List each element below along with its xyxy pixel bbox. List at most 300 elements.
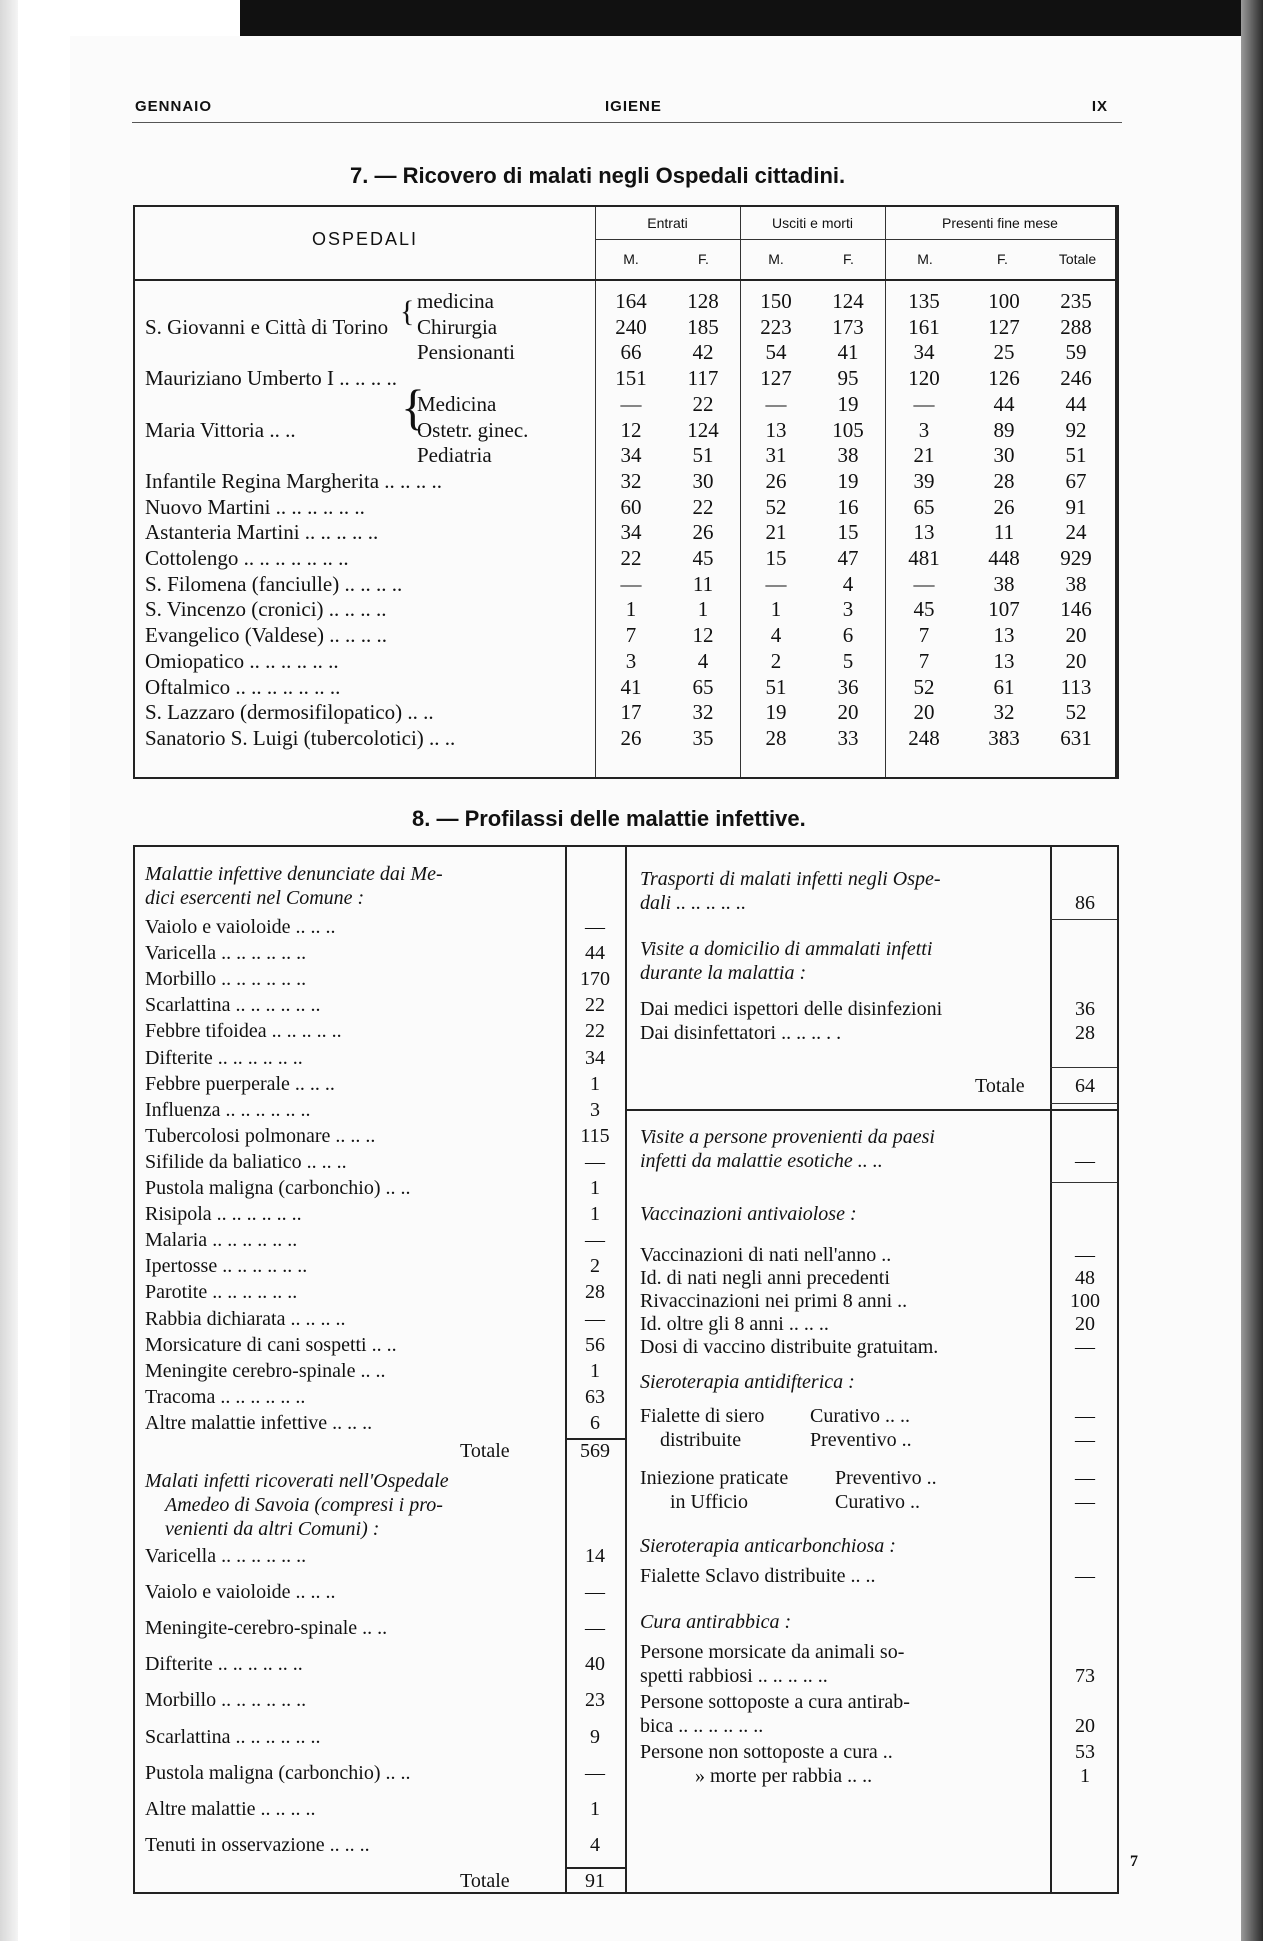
cell-usciti-m: 31 bbox=[765, 443, 787, 468]
cell-entrati-m: 22 bbox=[620, 546, 642, 570]
col-presenti-totale: Totale bbox=[1058, 251, 1097, 267]
rabb-head: Cura antirabbica : bbox=[640, 1611, 792, 1633]
hospitalized-value: 40 bbox=[585, 1653, 605, 1676]
table7: OSPEDALI Entrati Usciti e morti Presenti fine mese M. F. M. F. M. F. Totale { { medicina 164 128 150 124 135 100 235 S. Giovanni e Città di Torino Chirurgia 240 185 223 173 161 127 288 Pensionanti 66 42 54 41 34 25 59 Mauriziano Umberto I .. .. .. .. 151 117 127 95 120 126 246 Medicina — 22 — 19 — 44 44 Maria Vittoria .. .. Ostetr. ginec. 12 124 13 105 3 89 92 Pediatria 34 51 31 38 21 30 51 Infantile Regina Margherita .. .. .. .. 32 30 26 19 39 28 67 Nuovo Martini .. .. .. .. .. .. 60 22 52 16 65 26 91 Astanteria Martini .. .. .. .. .. 34 26 21 15 13 11 24 Cottolengo .. .. .. .. .. .. .. 22 45 15 47 481 448 929 S. Filomena (fanciulle) .. .. .. .. — 11 — 4 — 38 38 S. Vincenzo (cronici) .. .. .. .. 1 1 1 3 45 107 146 Evangelico (Valdese) .. .. .. .. 7 12 4 6 7 13 20 Omiopatico .. .. .. .. .. .. 3 4 2 5 7 13 20 Oftalmico .. .. .. .. .. .. .. 41 65 51 36 52 61 113 S. Lazzaro (dermosifilopatico) .. .. 17 32 19 20 20 32 52 Sanatorio S. Luigi (tubercolotici) .. .. 26 35 28 33 248 383 631 bbox=[133, 205, 1119, 779]
cell-presenti-f: 13 bbox=[993, 623, 1015, 648]
cell-entrati-m: 26 bbox=[620, 725, 642, 750]
cell-entrati-f: 117 bbox=[687, 366, 719, 391]
cell-entrati-m: 32 bbox=[620, 468, 642, 493]
vaccination-label: Id. di nati negli anni precedenti bbox=[640, 1267, 890, 1289]
disease-value: 22 bbox=[585, 994, 605, 1017]
cell-presenti-totale: 929 bbox=[1060, 546, 1092, 570]
table7-title: 7. — Ricovero di malati negli Ospedali cittadini. bbox=[350, 163, 846, 188]
hospitalized-value: 14 bbox=[585, 1545, 605, 1567]
left-head5: venienti da altri Comuni) : bbox=[165, 1518, 380, 1540]
cell-entrati-m: 60 bbox=[620, 494, 642, 519]
hospital-name: Evangelico (Valdese) .. .. .. .. bbox=[145, 623, 388, 648]
hospital-ward: medicina bbox=[417, 289, 494, 313]
cell-entrati-f: 12 bbox=[692, 623, 714, 648]
cell-usciti-m: 4 bbox=[770, 623, 782, 648]
cell-usciti-m: 21 bbox=[765, 520, 787, 545]
disease-label: Parotite .. .. .. .. .. .. bbox=[145, 1281, 298, 1304]
cell-entrati-f: 65 bbox=[692, 674, 714, 699]
cell-presenti-f: 89 bbox=[993, 417, 1015, 442]
cell-usciti-m: 54 bbox=[765, 340, 787, 365]
visite-1: Visite a domicilio di ammalati infetti bbox=[640, 938, 933, 960]
vaccination-label: Vaccinazioni di nati nell'anno .. bbox=[640, 1244, 892, 1266]
cell-usciti-f: 95 bbox=[837, 366, 859, 391]
disease-label: Tracoma .. .. .. .. .. .. bbox=[145, 1385, 306, 1408]
cell-usciti-f: 41 bbox=[837, 340, 859, 365]
hospitalized-value: 4 bbox=[590, 1833, 600, 1856]
cell-usciti-f: 36 bbox=[837, 674, 859, 699]
disease-label: Influenza .. .. .. .. .. .. bbox=[145, 1098, 311, 1121]
cell-entrati-f: 11 bbox=[692, 571, 714, 596]
non-sottoposte-val: 53 bbox=[1075, 1741, 1095, 1763]
hospitalized-label: Pustola maligna (carbonchio) .. .. bbox=[145, 1761, 411, 1784]
disease-value: 170 bbox=[580, 968, 610, 991]
vaccination-value: — bbox=[1075, 1336, 1095, 1358]
col-usciti-m: M. bbox=[768, 251, 784, 267]
hospitalized-label: Varicella .. .. .. .. .. .. bbox=[145, 1545, 307, 1567]
disease-label: Morsicature di cani sospetti .. .. bbox=[145, 1333, 397, 1356]
cell-presenti-m: 120 bbox=[908, 366, 940, 391]
cell-usciti-m: 51 bbox=[765, 674, 787, 699]
disease-value: 115 bbox=[580, 1124, 610, 1147]
cell-presenti-m: 135 bbox=[908, 289, 940, 313]
disease-value: 34 bbox=[585, 1046, 605, 1069]
cell-entrati-m: 66 bbox=[620, 340, 642, 365]
hospital-name: Nuovo Martini .. .. .. .. .. .. bbox=[145, 494, 365, 519]
trasporti-1: Trasporti di malati infetti negli Ospe- bbox=[640, 868, 941, 890]
cell-entrati-f: 35 bbox=[692, 725, 714, 750]
page-number: 7 bbox=[1130, 1853, 1138, 1870]
cell-usciti-f: 16 bbox=[837, 494, 859, 519]
cell-usciti-m: 2 bbox=[770, 648, 782, 673]
cell-presenti-m: 7 bbox=[918, 623, 930, 648]
hospitalized-value: 9 bbox=[590, 1725, 600, 1748]
persone-val: — bbox=[1075, 1150, 1095, 1172]
table7-row bbox=[135, 443, 1117, 468]
col-entrati-f: F. bbox=[698, 251, 709, 267]
hospital-name: Maria Vittoria .. .. bbox=[145, 417, 296, 442]
cell-usciti-m: 26 bbox=[765, 468, 787, 493]
disease-label: Morbillo .. .. .. .. .. .. bbox=[145, 968, 307, 991]
cell-usciti-m: — bbox=[765, 391, 787, 416]
disease-label: Meningite cerebro-spinale .. .. bbox=[145, 1359, 386, 1382]
hospital-ward: Medicina bbox=[417, 391, 497, 416]
iniez-preventivo-val: — bbox=[1075, 1467, 1095, 1489]
col-usciti-f: F. bbox=[843, 251, 854, 267]
cell-usciti-f: 20 bbox=[837, 700, 859, 725]
hospital-name: Astanteria Martini .. .. .. .. .. bbox=[145, 520, 379, 545]
disease-value: 1 bbox=[590, 1177, 600, 1199]
table7-row bbox=[135, 315, 1117, 340]
cell-presenti-totale: 235 bbox=[1060, 289, 1092, 313]
scan-edge-right bbox=[1241, 0, 1263, 1941]
cell-presenti-f: 25 bbox=[993, 340, 1015, 365]
hospitalized-label: Tenuti in osservazione .. .. .. bbox=[145, 1833, 370, 1856]
table7-row bbox=[135, 649, 1117, 674]
siero-curativo-val: — bbox=[1075, 1405, 1095, 1427]
left-total: 569 bbox=[580, 1440, 610, 1462]
left-head2: dici esercenti nel Comune : bbox=[145, 887, 365, 909]
morte-rabbia: » morte per rabbia .. .. bbox=[695, 1765, 873, 1787]
fialette-1: Fialette di siero bbox=[640, 1405, 765, 1427]
persone-1: Visite a persone provenienti da paesi bbox=[640, 1126, 935, 1148]
disease-value: 63 bbox=[585, 1385, 605, 1408]
morsicate-1: Persone morsicate da animali so- bbox=[640, 1641, 905, 1663]
table7-row bbox=[135, 623, 1117, 648]
cell-presenti-m: 20 bbox=[913, 700, 935, 725]
cell-usciti-m: 223 bbox=[760, 314, 792, 339]
cell-presenti-totale: 146 bbox=[1060, 597, 1092, 622]
cell-presenti-f: 28 bbox=[993, 468, 1015, 493]
vaccination-value: 100 bbox=[1070, 1290, 1100, 1312]
hospitalized-value: — bbox=[585, 1761, 605, 1784]
disease-label: Pustola maligna (carbonchio) .. .. bbox=[145, 1177, 411, 1199]
header-page-roman: IX bbox=[1091, 98, 1108, 115]
cell-entrati-f: 128 bbox=[687, 289, 719, 313]
table7-row bbox=[135, 289, 1117, 314]
hospital-name: S. Vincenzo (cronici) .. .. .. .. bbox=[145, 597, 387, 622]
vaccination-value: — bbox=[1075, 1244, 1095, 1266]
cell-usciti-m: 19 bbox=[765, 700, 787, 725]
cell-usciti-f: 5 bbox=[842, 648, 854, 673]
cell-usciti-f: 173 bbox=[832, 314, 864, 339]
cell-entrati-m: 3 bbox=[625, 648, 637, 673]
header-rule bbox=[132, 122, 1122, 123]
disease-value: 1 bbox=[590, 1203, 600, 1226]
table7-row bbox=[135, 700, 1117, 725]
cell-presenti-totale: 288 bbox=[1060, 314, 1092, 339]
cell-presenti-m: — bbox=[913, 571, 935, 596]
cell-entrati-f: 22 bbox=[692, 494, 714, 519]
cell-usciti-m: 52 bbox=[765, 494, 787, 519]
running-header bbox=[135, 98, 1108, 122]
cell-presenti-m: 7 bbox=[918, 648, 930, 673]
disease-value: — bbox=[585, 1229, 605, 1252]
iniez-curativo-val: — bbox=[1075, 1491, 1095, 1513]
cell-entrati-m: 7 bbox=[625, 623, 637, 648]
cell-presenti-f: 100 bbox=[988, 289, 1020, 313]
hospitalized-label: Altre malattie .. .. .. .. bbox=[145, 1797, 316, 1820]
cell-presenti-f: 107 bbox=[988, 597, 1020, 622]
cell-presenti-totale: 631 bbox=[1060, 725, 1092, 750]
cell-presenti-totale: 113 bbox=[1060, 674, 1092, 699]
vaccination-value: 48 bbox=[1075, 1267, 1095, 1289]
cell-presenti-totale: 91 bbox=[1065, 494, 1087, 519]
trasporti-2: dali .. .. .. .. .. bbox=[640, 892, 747, 914]
cell-entrati-m: — bbox=[620, 391, 642, 416]
scan-edge-left bbox=[0, 0, 18, 1941]
cell-presenti-m: 481 bbox=[908, 546, 940, 570]
non-sottoposte: Persone non sottoposte a cura .. bbox=[640, 1741, 893, 1763]
cell-presenti-totale: 44 bbox=[1065, 391, 1087, 416]
disease-value: 56 bbox=[585, 1333, 605, 1356]
morsicate-2: spetti rabbiosi .. .. .. .. .. bbox=[640, 1665, 828, 1687]
cell-entrati-f: 185 bbox=[687, 314, 719, 339]
cell-entrati-f: 22 bbox=[692, 391, 714, 416]
cell-entrati-m: 1 bbox=[625, 597, 637, 622]
hospital-ward: Pediatria bbox=[417, 443, 492, 468]
left-total-label: Totale bbox=[460, 1440, 510, 1462]
disease-label: Febbre tifoidea .. .. .. .. .. bbox=[145, 1020, 342, 1043]
table7-row bbox=[135, 546, 1117, 571]
siero-preventivo: Preventivo .. bbox=[810, 1429, 912, 1451]
disease-label: Varicella .. .. .. .. .. .. bbox=[145, 942, 307, 965]
group-presenti: Presenti fine mese bbox=[942, 215, 1058, 231]
cell-entrati-m: 12 bbox=[620, 417, 642, 442]
cell-presenti-m: 21 bbox=[913, 443, 935, 468]
group-usciti: Usciti e morti bbox=[772, 215, 853, 231]
hospitalized-label: Scarlattina .. .. .. .. .. .. bbox=[145, 1725, 321, 1748]
morte-rabbia-val: 1 bbox=[1080, 1765, 1090, 1787]
scan-edge-top bbox=[240, 0, 1263, 36]
hospital-name: Oftalmico .. .. .. .. .. .. .. bbox=[145, 674, 341, 699]
sottoposte-1: Persone sottoposte a cura antirab- bbox=[640, 1691, 910, 1713]
cell-usciti-f: 19 bbox=[837, 391, 859, 416]
left-head3: Malati infetti ricoverati nell'Ospedale bbox=[145, 1470, 449, 1492]
cell-presenti-m: — bbox=[913, 391, 935, 416]
disease-value: — bbox=[585, 1307, 605, 1330]
cell-entrati-m: 164 bbox=[615, 289, 647, 313]
col-entrati-m: M. bbox=[623, 251, 639, 267]
iniez-1: Iniezione praticate bbox=[640, 1467, 789, 1489]
hospitalized-label: Difterite .. .. .. .. .. .. bbox=[145, 1653, 303, 1676]
left-total2: 91 bbox=[585, 1870, 605, 1892]
cell-entrati-f: 45 bbox=[692, 546, 714, 570]
disease-label: Sifilide da baliatico .. .. .. bbox=[145, 1150, 347, 1173]
vacc-head: Vaccinazioni antivaiolose : bbox=[640, 1203, 857, 1225]
disease-value: 3 bbox=[590, 1098, 600, 1121]
hospitalized-label: Morbillo .. .. .. .. .. .. bbox=[145, 1689, 307, 1712]
cell-presenti-m: 248 bbox=[908, 725, 940, 750]
disease-value: 1 bbox=[590, 1359, 600, 1382]
cell-entrati-f: 1 bbox=[697, 597, 709, 622]
sottoposte-2: bica .. .. .. .. .. .. bbox=[640, 1715, 764, 1737]
hospitalized-label: Meningite-cerebro-spinale .. .. bbox=[145, 1617, 388, 1640]
cell-presenti-f: 61 bbox=[993, 674, 1015, 699]
cell-presenti-totale: 59 bbox=[1065, 340, 1087, 365]
persone-2: infetti da malattie esotiche .. .. bbox=[640, 1150, 883, 1172]
cell-usciti-f: 38 bbox=[837, 443, 859, 468]
col-ospedali: OSPEDALI bbox=[311, 229, 419, 249]
cell-usciti-f: 15 bbox=[837, 520, 859, 545]
cell-entrati-f: 26 bbox=[692, 520, 714, 545]
cell-presenti-m: 65 bbox=[913, 494, 935, 519]
iniez-curativo: Curativo .. bbox=[835, 1491, 920, 1513]
table7-row bbox=[135, 418, 1117, 443]
disease-label: Malaria .. .. .. .. .. .. bbox=[145, 1229, 298, 1252]
cell-usciti-m: — bbox=[765, 571, 787, 596]
cell-entrati-f: 32 bbox=[692, 700, 714, 725]
cell-usciti-f: 47 bbox=[837, 546, 859, 570]
siero-head: Sieroterapia antidifterica : bbox=[640, 1371, 855, 1393]
cell-presenti-f: 38 bbox=[993, 571, 1015, 596]
cell-presenti-totale: 246 bbox=[1060, 366, 1092, 391]
disease-value: 6 bbox=[590, 1411, 600, 1434]
table7-row bbox=[135, 572, 1117, 597]
trasporti-val: 86 bbox=[1075, 892, 1095, 914]
cell-presenti-totale: 24 bbox=[1065, 520, 1087, 545]
cell-presenti-m: 161 bbox=[908, 314, 940, 339]
cell-entrati-m: 240 bbox=[615, 314, 647, 339]
disease-label: Febbre puerperale .. .. .. bbox=[145, 1072, 335, 1095]
cell-presenti-f: 26 bbox=[993, 494, 1015, 519]
cell-entrati-m: 17 bbox=[620, 700, 642, 725]
iniez-2: in Ufficio bbox=[670, 1491, 748, 1513]
hospitalized-value: — bbox=[585, 1581, 605, 1604]
disease-label: Rabbia dichiarata .. .. .. .. bbox=[145, 1307, 346, 1330]
header-section: IGIENE bbox=[605, 98, 662, 115]
disease-value: — bbox=[585, 916, 605, 938]
cell-entrati-m: 34 bbox=[620, 520, 642, 545]
cell-usciti-m: 15 bbox=[765, 546, 787, 570]
table7-row bbox=[135, 469, 1117, 494]
cell-presenti-f: 32 bbox=[993, 700, 1015, 725]
cell-usciti-f: 3 bbox=[842, 597, 854, 622]
disease-label: Difterite .. .. .. .. .. .. bbox=[145, 1046, 303, 1069]
totale-visite-label: Totale bbox=[975, 1075, 1025, 1097]
hospital-name: S. Filomena (fanciulle) .. .. .. .. bbox=[145, 571, 403, 596]
cell-usciti-f: 105 bbox=[832, 417, 864, 442]
cell-entrati-f: 51 bbox=[692, 443, 714, 468]
cell-usciti-f: 4 bbox=[842, 571, 854, 596]
siero-curativo: Curativo .. .. bbox=[810, 1405, 910, 1427]
hospital-name: S. Lazzaro (dermosifilopatico) .. .. bbox=[145, 700, 434, 725]
group-entrati: Entrati bbox=[647, 215, 688, 231]
cell-presenti-f: 30 bbox=[993, 443, 1015, 468]
table7-row bbox=[135, 392, 1117, 417]
antic-head: Sieroterapia anticarbonchiosa : bbox=[640, 1535, 896, 1557]
cell-presenti-totale: 52 bbox=[1065, 700, 1087, 725]
disease-label: Ipertosse .. .. .. .. .. .. bbox=[145, 1255, 308, 1278]
cell-presenti-m: 52 bbox=[913, 674, 935, 699]
table7-row bbox=[135, 340, 1117, 365]
cell-usciti-m: 127 bbox=[760, 366, 792, 391]
cell-presenti-totale: 20 bbox=[1065, 648, 1087, 673]
cell-presenti-m: 3 bbox=[918, 417, 930, 442]
table7-row bbox=[135, 495, 1117, 520]
disease-value: 44 bbox=[585, 942, 605, 965]
col-presenti-m: M. bbox=[917, 251, 933, 267]
sclavo: Fialette Sclavo distribuite .. .. bbox=[640, 1565, 876, 1587]
table7-row bbox=[135, 366, 1117, 391]
cell-presenti-totale: 67 bbox=[1065, 468, 1087, 493]
cell-entrati-m: 34 bbox=[620, 443, 642, 468]
siero-preventivo-val: — bbox=[1075, 1429, 1095, 1451]
sclavo-val: — bbox=[1075, 1565, 1095, 1587]
disease-label: Vaiolo e vaioloide .. .. .. bbox=[145, 916, 336, 938]
disease-label: Scarlattina .. .. .. .. .. .. bbox=[145, 994, 321, 1017]
table7-row bbox=[135, 597, 1117, 622]
hospitalized-value: — bbox=[585, 1617, 605, 1640]
table7-row bbox=[135, 520, 1117, 545]
cell-usciti-f: 124 bbox=[832, 289, 864, 313]
disease-value: 22 bbox=[585, 1020, 605, 1043]
hospital-ward: Ostetr. ginec. bbox=[417, 417, 529, 442]
cell-presenti-totale: 20 bbox=[1065, 623, 1087, 648]
cell-presenti-m: 34 bbox=[913, 340, 935, 365]
disease-value: — bbox=[585, 1150, 605, 1173]
cell-presenti-totale: 92 bbox=[1065, 417, 1087, 442]
cell-presenti-m: 39 bbox=[913, 468, 935, 493]
hospital-ward: Pensionanti bbox=[417, 340, 515, 365]
medici: Dai medici ispettori delle disinfezioni bbox=[640, 998, 943, 1020]
cell-usciti-f: 19 bbox=[837, 468, 859, 493]
totale-visite-val: 64 bbox=[1075, 1075, 1095, 1097]
disease-label: Altre malattie infettive .. .. .. bbox=[145, 1411, 373, 1434]
cell-usciti-m: 13 bbox=[765, 417, 787, 442]
hospital-name: S. Giovanni e Città di Torino bbox=[145, 314, 389, 339]
left-total2-label: Totale bbox=[460, 1870, 510, 1892]
cell-presenti-f: 448 bbox=[988, 546, 1020, 570]
header-month: GENNAIO bbox=[135, 98, 213, 115]
cell-usciti-m: 28 bbox=[765, 725, 787, 750]
table7-row bbox=[135, 726, 1117, 751]
disinfettatori: Dai disinfettatori .. .. .. . . bbox=[640, 1022, 842, 1044]
hospital-name: Cottolengo .. .. .. .. .. .. .. bbox=[145, 546, 349, 570]
table8-title: 8. — Profilassi delle malattie infettive. bbox=[412, 806, 806, 831]
disease-label: Risipola .. .. .. .. .. .. bbox=[145, 1203, 302, 1226]
table7-row bbox=[135, 675, 1117, 700]
cell-usciti-m: 1 bbox=[770, 597, 782, 622]
hospitalized-value: 1 bbox=[590, 1797, 600, 1820]
fialette-2: distribuite bbox=[660, 1429, 742, 1451]
medici-val: 36 bbox=[1075, 998, 1095, 1020]
vaccination-value: 20 bbox=[1075, 1313, 1095, 1335]
cell-entrati-f: 124 bbox=[687, 417, 719, 442]
vaccination-label: Rivaccinazioni nei primi 8 anni .. bbox=[640, 1290, 908, 1312]
left-head1: Malattie infettive denunciate dai Me- bbox=[145, 863, 443, 885]
hospital-name: Omiopatico .. .. .. .. .. .. bbox=[145, 648, 339, 673]
disease-label: Tubercolosi polmonare .. .. .. bbox=[145, 1124, 376, 1147]
cell-presenti-m: 13 bbox=[913, 520, 935, 545]
cell-entrati-f: 4 bbox=[697, 648, 709, 673]
hospitalized-value: 23 bbox=[585, 1689, 605, 1712]
visite-2: durante la malattia : bbox=[640, 962, 807, 984]
cell-presenti-f: 127 bbox=[988, 314, 1020, 339]
disease-value: 1 bbox=[590, 1072, 600, 1095]
vaccination-label: Dosi di vaccino distribuite gratuitam. bbox=[640, 1336, 939, 1358]
cell-presenti-f: 383 bbox=[988, 725, 1020, 750]
col-presenti-f: F. bbox=[997, 251, 1008, 267]
cell-usciti-m: 150 bbox=[760, 289, 792, 313]
vaccination-label: Id. oltre gli 8 anni .. .. .. bbox=[640, 1313, 829, 1335]
cell-presenti-f: 11 bbox=[993, 520, 1015, 545]
iniez-preventivo: Preventivo .. bbox=[835, 1467, 937, 1489]
cell-entrati-m: 151 bbox=[615, 366, 647, 391]
table8 bbox=[133, 845, 1119, 1894]
hospital-name: Sanatorio S. Luigi (tubercolotici) .. .. bbox=[145, 725, 456, 750]
hospital-name: Infantile Regina Margherita .. .. .. .. bbox=[145, 468, 443, 493]
left-head4: Amedeo di Savoia (compresi i pro- bbox=[165, 1494, 443, 1516]
hospitalized-label: Vaiolo e vaioloide .. .. .. bbox=[145, 1581, 336, 1604]
sottoposte-val: 20 bbox=[1075, 1715, 1095, 1737]
hospital-name: Mauriziano Umberto I .. .. .. .. bbox=[145, 366, 397, 391]
cell-entrati-f: 30 bbox=[692, 468, 714, 493]
cell-presenti-f: 13 bbox=[993, 648, 1015, 673]
disinfettatori-val: 28 bbox=[1075, 1022, 1095, 1044]
cell-presenti-m: 45 bbox=[913, 597, 935, 622]
cell-usciti-f: 6 bbox=[842, 623, 854, 648]
cell-presenti-totale: 38 bbox=[1065, 571, 1087, 596]
cell-entrati-m: — bbox=[620, 571, 642, 596]
hospital-ward: Chirurgia bbox=[417, 314, 498, 339]
morsicate-val: 73 bbox=[1075, 1665, 1095, 1687]
disease-value: 28 bbox=[585, 1281, 605, 1304]
